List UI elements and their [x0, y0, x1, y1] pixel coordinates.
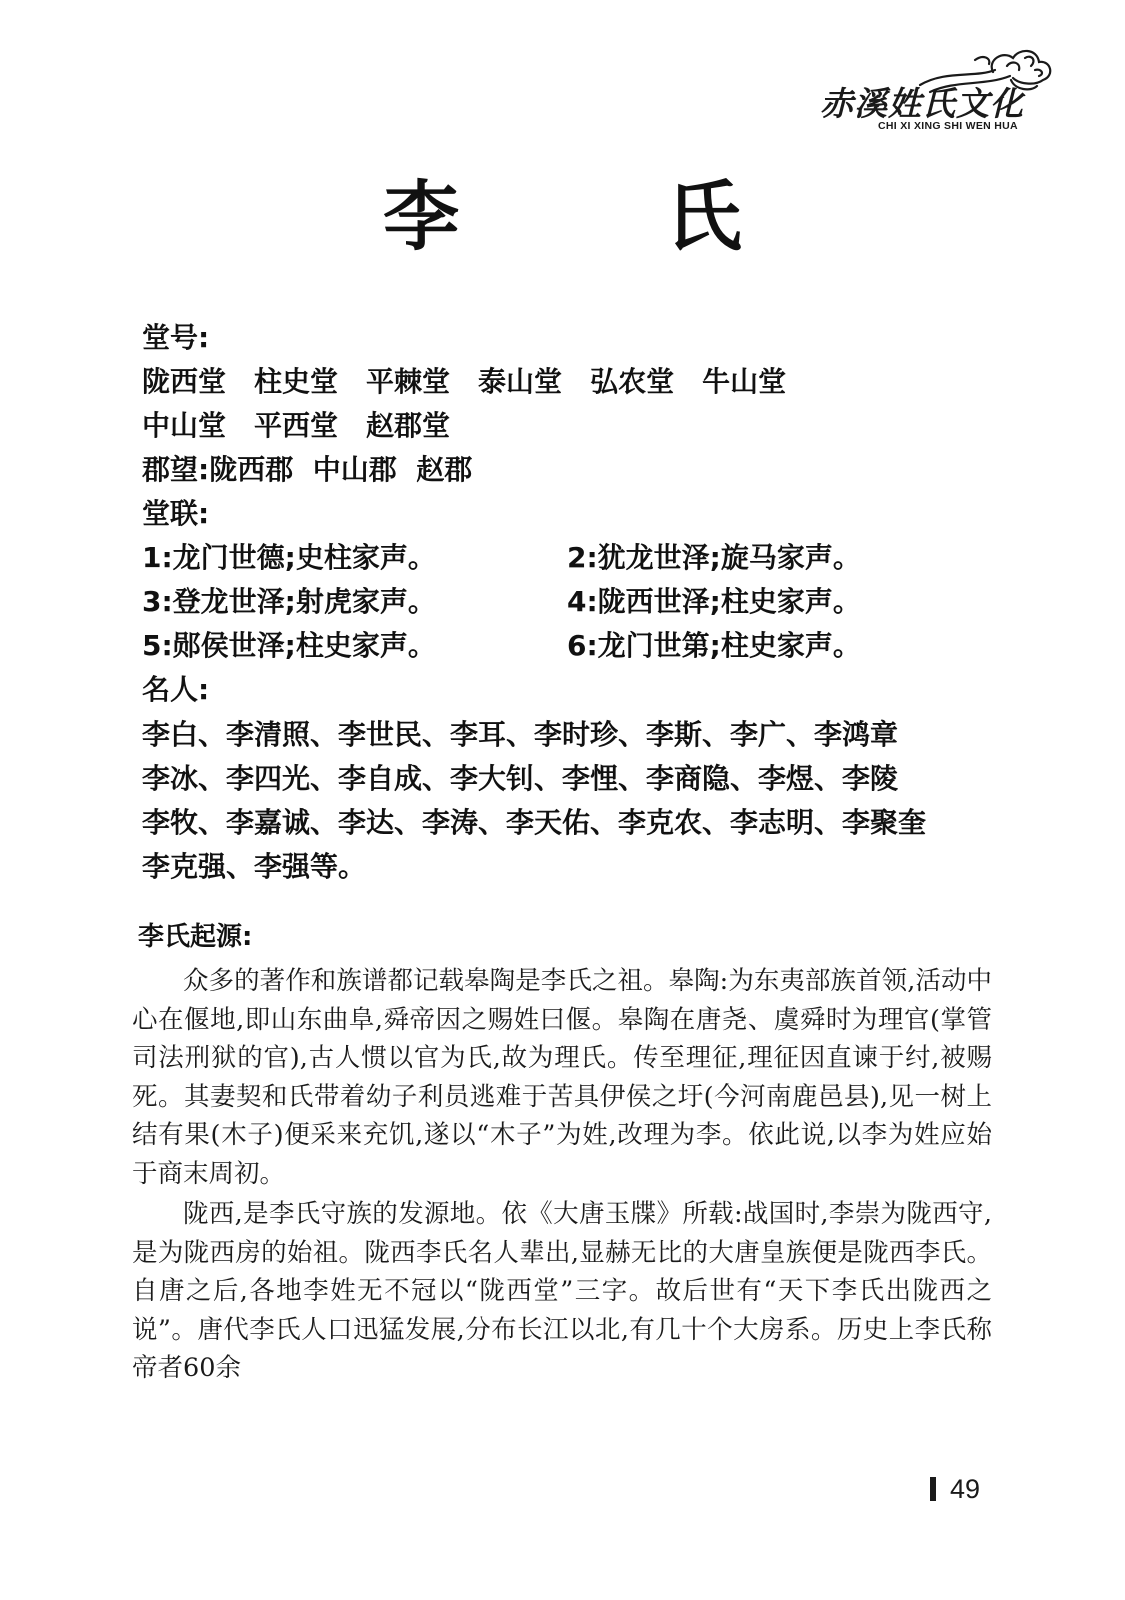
page-number-bar: [930, 1477, 936, 1501]
couplet-row-2: [142, 582, 861, 622]
tanghao-label: 堂号:: [142, 321, 210, 354]
logo-pinyin-text: CHI XI XING SHI WEN HUA: [878, 120, 1018, 132]
page-number-text: 49: [950, 1474, 981, 1504]
hall-name: 平棘堂: [366, 365, 451, 398]
hall-name: 中山堂: [142, 409, 227, 442]
couplet: 2:犹龙世泽;旋马家声。: [567, 541, 861, 574]
page-title: 李 氏: [383, 172, 832, 261]
body-paragraph: 陇西,是李氏守族的发源地。依《大唐玉牒》所载:战国时,李崇为陇西守,是为陇西房的始祖。陇西李氏名人辈出,显赫无比的大唐皇族便是陇西李氏。自唐之后,各地李姓无不冠以“陇西堂”三字。故后世有“天下李氏出陇西之说”。唐代李氏人口迅猛发展,分布长江以北,有几十个大房系。历史上李氏称帝者60余: [132, 1199, 992, 1383]
couplet: 3:登龙世泽;射虎家声。: [142, 585, 436, 618]
couplet: 4:陇西世泽;柱史家声。: [567, 585, 861, 618]
mingren-label: 名人:: [142, 673, 210, 706]
couplet: 1:龙门世德;史柱家声。: [142, 541, 436, 574]
couplet-row-1: [142, 538, 861, 578]
couplet: 5:郧侯世泽;柱史家声。: [142, 629, 436, 662]
hall-name: 泰山堂: [478, 365, 563, 398]
hall-name: 平西堂: [254, 409, 339, 442]
header-logo: [820, 40, 1060, 140]
origin-heading: 李氏起源:: [138, 922, 253, 952]
danglian-label: 堂联:: [142, 497, 210, 530]
hall-name: 弘农堂: [590, 365, 675, 398]
couplet-row-3: [142, 626, 861, 666]
tanghao-row-2: [142, 406, 478, 446]
hall-name: 陇西堂: [142, 365, 227, 398]
celebrity-line: 李白、李清照、李世民、李耳、李时珍、李斯、李广、李鸿章: [142, 718, 899, 751]
junwang-line: 郡望:陇西郡 中山郡 赵郡: [142, 453, 473, 486]
origin-body: [132, 962, 992, 1390]
page-number: [930, 1472, 980, 1506]
couplet: 6:龙门世第;柱史家声。: [567, 629, 861, 662]
celebrity-line: 李冰、李四光、李自成、李大钊、李悝、李商隐、李煜、李陵: [142, 762, 899, 795]
hall-name: 赵郡堂: [366, 409, 451, 442]
body-paragraph: 众多的著作和族谱都记载皋陶是李氏之祖。皋陶:为东夷部族首领,活动中心在偃地,即山东曲阜,舜帝因之赐姓曰偃。皋陶在唐尧、虞舜时为理官(掌管司法刑狱的官),古人惯以官为氏,故为理氏。传至理征,理征因直谏于纣,被赐死。其妻契和氏带着幼子利员逃难于苦具伊侯之圩(今河南鹿邑县),见一树上结有果(木子)便采来充饥,遂以“木子”为姓,改理为李。依此说,以李为姓应始于商末周初。: [132, 966, 992, 1189]
logo-chinese-text: 赤溪姓氏文化: [820, 84, 1024, 123]
celebrity-line: 李牧、李嘉诚、李达、李涛、李天佑、李克农、李志明、李聚奎: [142, 806, 927, 839]
hall-name: 牛山堂: [702, 365, 787, 398]
tanghao-row-1: [142, 362, 814, 402]
celebrity-line: 李克强、李强等。: [142, 850, 367, 883]
hall-name: 柱史堂: [254, 365, 339, 398]
